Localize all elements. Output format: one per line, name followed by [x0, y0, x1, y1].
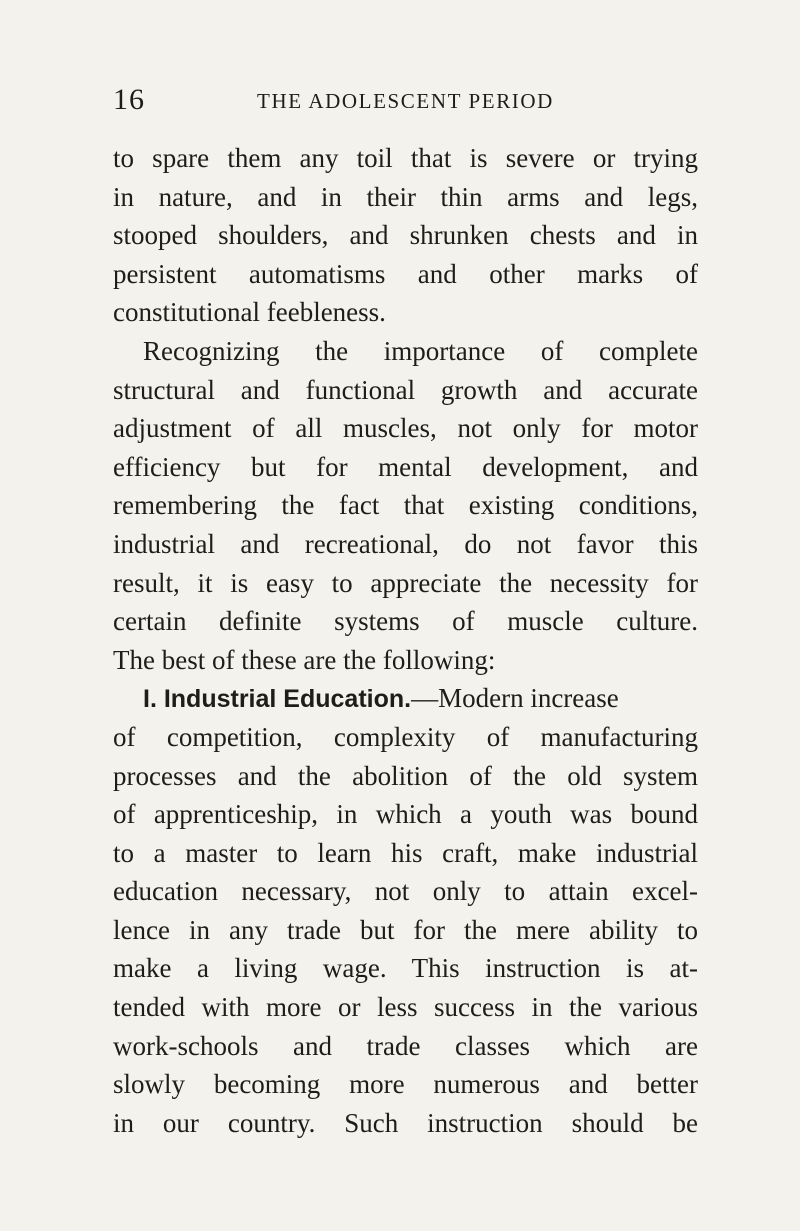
- page-number: 16: [113, 83, 145, 116]
- text-line: education necessary, not only to attain excel-: [113, 876, 698, 907]
- text-line: to spare them any toil that is severe or trying: [113, 143, 698, 173]
- text-line: work-schools and trade classes which are: [113, 1030, 698, 1061]
- text-line: remembering the fact that existing conditions,: [113, 490, 698, 521]
- text-line: stooped shoulders, and shrunken chests and in: [113, 220, 698, 251]
- text-line: slowly becoming more numerous and better: [113, 1069, 698, 1100]
- text-line: of competition, complexity of manufacturing: [113, 721, 698, 752]
- running-head: THE ADOLESCENT PERIOD: [257, 89, 554, 113]
- text-line: lence in any trade but for the mere ability to: [113, 914, 698, 945]
- text-line: —Modern increase: [411, 683, 619, 714]
- text-line: structural and functional growth and accurate: [113, 374, 698, 405]
- text-line: to a master to learn his craft, make industrial: [113, 837, 698, 868]
- text-line: Recognizing the importance of complete: [143, 335, 698, 366]
- text-line: adjustment of all muscles, not only for motor: [113, 413, 698, 444]
- text-line: The best of these are the following:: [113, 644, 496, 675]
- text-line: certain definite systems of muscle culture.: [113, 606, 698, 637]
- text-line: tended with more or less success in the various: [113, 992, 698, 1023]
- section-heading: I. Industrial Education.: [143, 685, 412, 714]
- text-line: processes and the abolition of the old system: [113, 760, 698, 791]
- text-line: constitutional feebleness.: [113, 297, 386, 328]
- text-line: in nature, and in their thin arms and legs,: [113, 181, 698, 212]
- text-line: persistent automatisms and other marks of: [113, 258, 698, 289]
- text-line: of apprenticeship, in which a youth was bound: [113, 799, 698, 830]
- page-header: [113, 82, 698, 122]
- text-line: make a living wage. This instruction is at-: [113, 953, 698, 984]
- text-line: efficiency but for mental development, and: [113, 451, 698, 482]
- text-line: industrial and recreational, do not favor this: [113, 528, 698, 559]
- body-text: [113, 139, 698, 1142]
- text-line: result, it is easy to appreciate the necessity for: [113, 567, 698, 598]
- text-line: in our country. Such instruction should be: [113, 1107, 698, 1138]
- section-heading-line: [113, 679, 698, 718]
